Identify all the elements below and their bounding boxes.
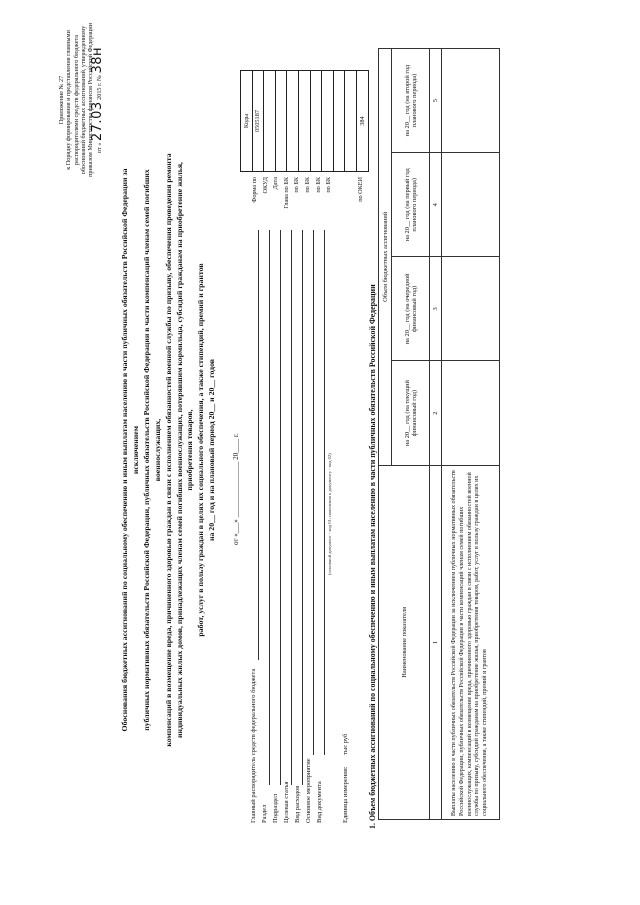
field-expense-type: Вид расходов xyxy=(294,785,301,823)
code-label-date: Дата xyxy=(272,177,280,190)
table-cell[interactable] xyxy=(442,361,500,465)
appendix-block xyxy=(58,5,104,195)
code-cell xyxy=(264,71,276,172)
codes-header: Коды xyxy=(241,71,253,172)
appendix-line: приказом Министерства финансов Российской Федерации xyxy=(87,23,95,177)
field-underline xyxy=(302,230,303,785)
field-doc-type: Вид документа xyxy=(316,781,323,823)
title-line: публичных нормативных обязательств Российской Федерации, публичных обязательств Российской Федерации в части компенсаций членам семей погибших военнослужащих, xyxy=(141,169,162,731)
appendix-date-handwritten: 27.03 xyxy=(90,101,106,142)
col-header-plan-year-1: на 20__ год (на первый год планового периода) xyxy=(392,153,430,257)
code-cell xyxy=(287,71,299,172)
appendix-line: к Порядку формирования и представления главными xyxy=(65,30,73,170)
code-label-okei: по ОКЕИ xyxy=(356,177,364,202)
code-cell xyxy=(310,71,322,172)
code-label-okud: Форма по ОКУД xyxy=(251,177,269,203)
title-line: индивидуальных жилых домов, принадлежащих членам семей погибших военнослужащих, потерявшим кормильца, субсидий гражданам на приобретение жилья, приобретения товаров, xyxy=(174,161,195,739)
code-cell xyxy=(333,71,345,172)
field-underline xyxy=(258,230,259,660)
code-label-bk: по БК xyxy=(293,177,301,193)
code-okei: 384 xyxy=(356,71,368,172)
table-row-label: Выплаты населению в части публичных обязательств Российской Федерации за исключением публичных нормативных обязательств Российской Федерации, публичных обязательств Российской Федерации в части компенсаций членам семей погибших военнослужащих, компенсаций в возмещение вреда, причиненного здоровью граждан в связи с исполнением обязанностей военной службы по призыву, субсидий гражданам на приобретение жилья, приобретения товаров, работ, услуг в пользу граждан в целях их социального обеспечения, а также стипендий, премий и грантов xyxy=(442,465,500,819)
codes-table xyxy=(240,70,369,172)
code-label-bk: по БК xyxy=(303,177,311,193)
code-cell xyxy=(345,71,357,172)
col-header-current-year: на 20__ год (на текущий финансовый год) xyxy=(392,361,430,465)
col-group-header: Объем бюджетных ассигнований xyxy=(379,49,392,466)
col-number: 1 xyxy=(430,465,442,819)
title-date-line: от «___» ________________ 20____ г. xyxy=(232,433,240,545)
unit-value: тыс руб xyxy=(342,733,349,755)
table-cell[interactable] xyxy=(442,257,500,361)
col-number: 3 xyxy=(430,257,442,361)
codes-label-column xyxy=(250,177,366,217)
code-label-bk: по БК xyxy=(325,177,333,193)
title-line: на 20__ год и на плановый период 20__ и 20__ годов xyxy=(207,358,217,542)
appendix-line: обоснований бюджетных ассигнований, утвержденному xyxy=(79,25,87,175)
appendix-date-prefix: от « xyxy=(96,142,104,154)
appendix-number: Приложение № 27 xyxy=(58,75,65,125)
allocation-table xyxy=(378,48,500,820)
field-underline xyxy=(280,230,281,785)
appendix-order-number: 38н xyxy=(90,46,106,74)
code-label-bk: по БК xyxy=(314,177,322,193)
col-number: 2 xyxy=(430,361,442,465)
unit-label: Единица измерения: xyxy=(342,766,349,823)
field-section: Раздел xyxy=(261,804,268,823)
field-target-item: Целевая статья xyxy=(283,781,290,823)
field-main-manager: Главный распорядитель средств федерального бюджета xyxy=(250,668,257,823)
col-number: 5 xyxy=(430,49,442,153)
code-label-chapter: Глава по БК xyxy=(282,177,290,209)
col-number: 4 xyxy=(430,153,442,257)
document-title xyxy=(120,145,218,755)
title-line: Обоснования бюджетных ассигнований по социальному обеспечению и иным выплатам населению в части публичных обязательств Российской Федерации за исключением xyxy=(120,168,140,732)
title-line: работ, услуг в пользу граждан в целях их социального обеспечения, а также стипендий, премий и грантов xyxy=(196,263,206,637)
col-header-plan-year-2: на 20__ год (на второй год планового периода) xyxy=(392,49,430,153)
field-underline xyxy=(313,230,314,755)
code-cell xyxy=(275,71,287,172)
appendix-line: распорядителями средств федерального бюджета xyxy=(72,35,80,165)
field-underline xyxy=(291,230,292,785)
table-cell[interactable] xyxy=(442,153,500,257)
field-event-basis: Основное мероприятие xyxy=(305,758,312,823)
table-cell[interactable] xyxy=(442,49,500,153)
code-cell xyxy=(322,71,334,172)
code-form-okud: 0505187 xyxy=(252,71,264,172)
section-1-title: 1. Объем бюджетных ассигнований по социальному обеспечению и иным выплатам населению в части публичных обязательств Российской Федерации xyxy=(368,284,377,829)
code-cell xyxy=(298,71,310,172)
appendix-date-year: 2015 г. № xyxy=(96,75,104,100)
field-underline xyxy=(324,230,325,755)
col-header-next-year: на 20__ год (на очередной финансовый год) xyxy=(392,257,430,361)
field-underline xyxy=(269,230,270,785)
doc-type-caption: (основной документ - код 01; изменения к документу - код 02) xyxy=(327,453,332,575)
col-header-name: Наименование показателя xyxy=(379,465,430,819)
title-line: компенсаций в возмещение вреда, причиненного здоровью граждан в связи с исполнением обязанностей военной службы по призыву, обеспечения проведения ремонта xyxy=(163,153,173,747)
field-subsection: Подраздел xyxy=(272,793,279,823)
